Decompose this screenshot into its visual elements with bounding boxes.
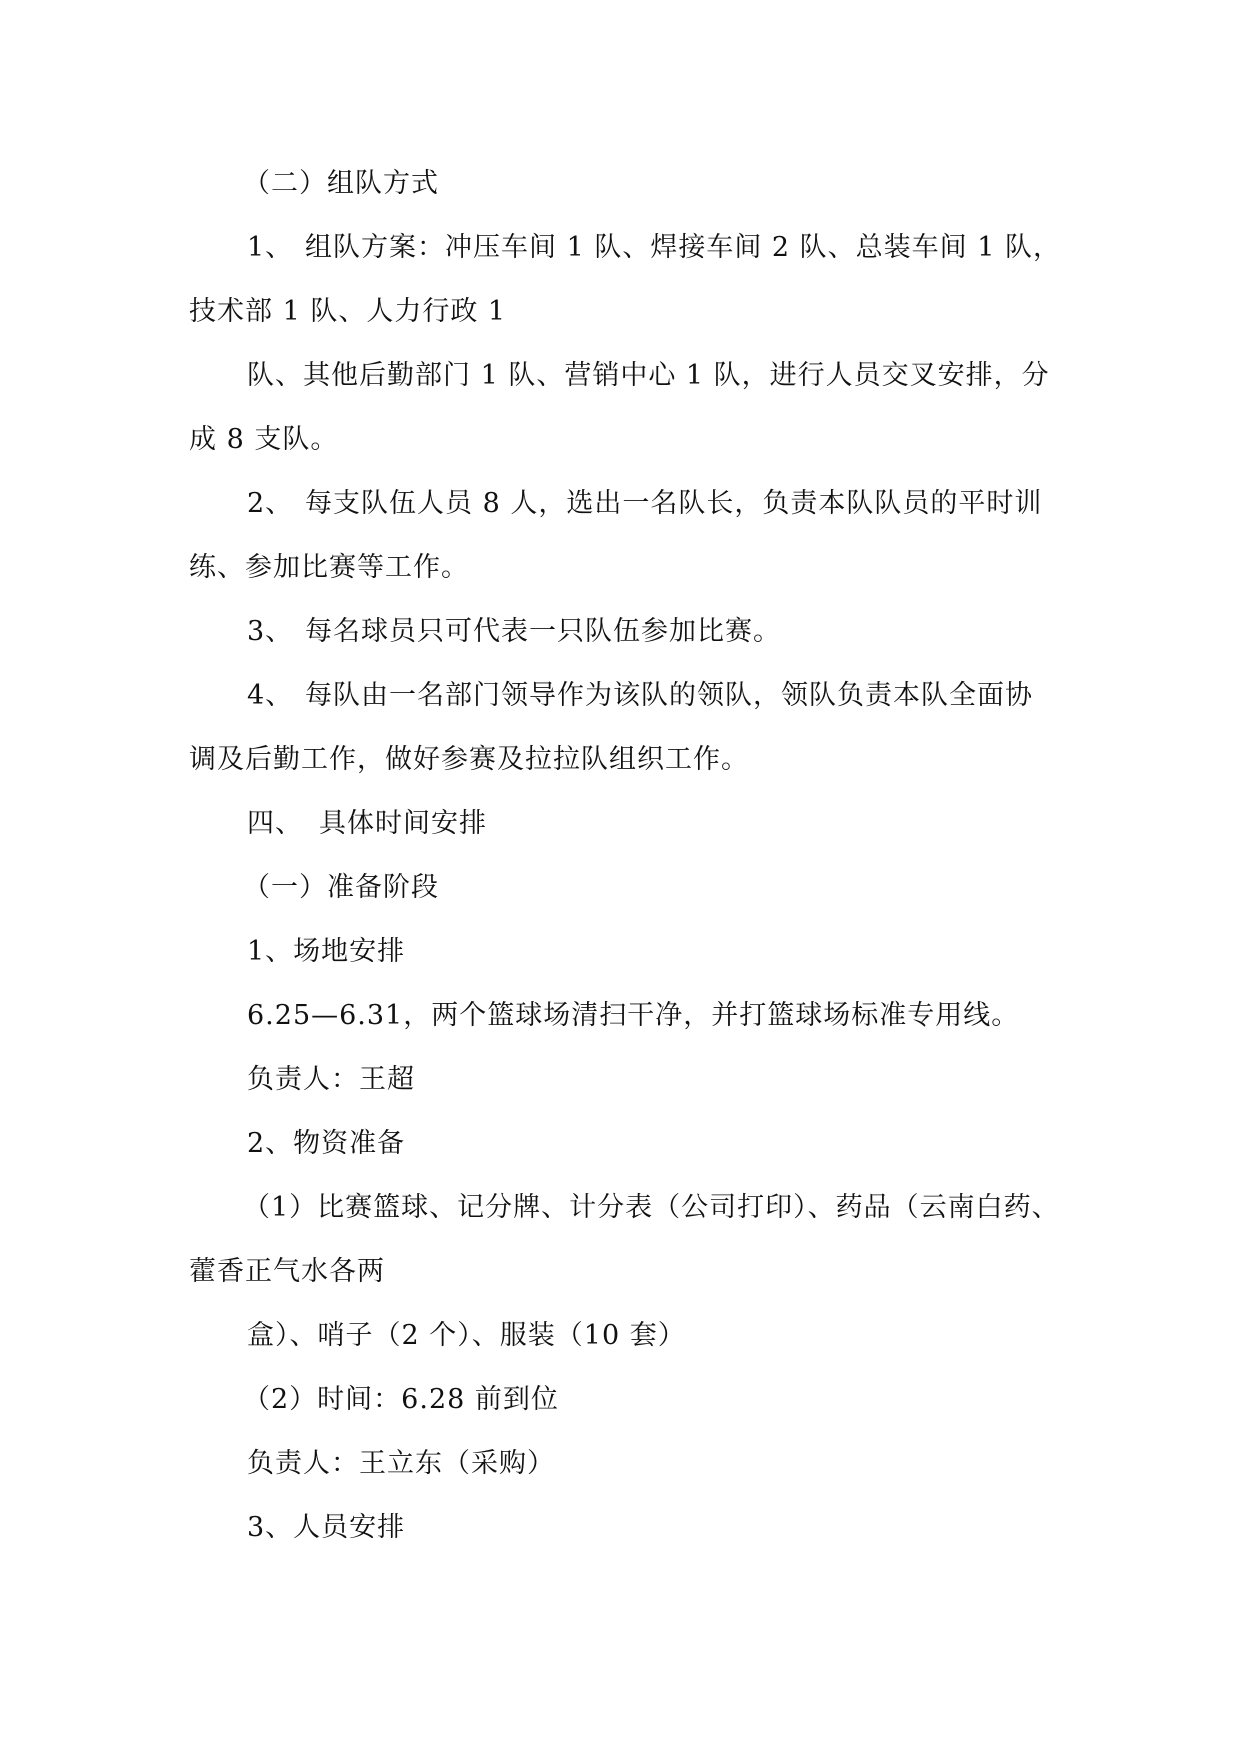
section-number-four: 四、 bbox=[247, 808, 303, 839]
paragraph-line: 调及后勤工作，做好参赛及拉拉队组织工作。 bbox=[189, 744, 749, 775]
paragraph-line: 成 8 支队。 bbox=[189, 424, 339, 455]
paragraph-line: 每名球员只可代表一只队伍参加比赛。 bbox=[305, 616, 781, 647]
paragraph-line: 负责人：王立东（采购） bbox=[247, 1448, 555, 1479]
paragraph-line: 组队方案：冲压车间 1 队、焊接车间 2 队、总装车间 1 队， bbox=[305, 232, 1062, 263]
section-heading-schedule: 具体时间安排 bbox=[319, 808, 487, 839]
paragraph-line: 藿香正气水各两 bbox=[189, 1256, 385, 1287]
paragraph-line: 盒）、哨子（2 个）、服装（10 套） bbox=[247, 1320, 686, 1351]
paragraph-line: 技术部 1 队、人力行政 1 bbox=[189, 296, 507, 327]
item-number-2: 2、 bbox=[247, 488, 294, 519]
subheading-venue: 1、场地安排 bbox=[247, 936, 406, 967]
paragraph-line: 6.25—6.31，两个篮球场清扫干净，并打篮球场标准专用线。 bbox=[247, 1000, 1020, 1031]
paragraph-line: （2）时间：6.28 前到位 bbox=[243, 1384, 559, 1415]
item-number-4: 4、 bbox=[247, 680, 294, 711]
subheading-staffing: 3、人员安排 bbox=[247, 1512, 406, 1543]
paragraph-line: 每支队伍人员 8 人，选出一名队长，负责本队队员的平时训 bbox=[305, 488, 1043, 519]
paragraph-line: 练、参加比赛等工作。 bbox=[189, 552, 469, 583]
paragraph-line: 负责人：王超 bbox=[247, 1064, 415, 1095]
paragraph-line: （1）比赛篮球、记分牌、计分表（公司打印）、药品（云南白药、 bbox=[243, 1192, 1060, 1223]
paragraph-line: 队、其他后勤部门 1 队、营销中心 1 队，进行人员交叉安排，分 bbox=[247, 360, 1050, 391]
item-number-3: 3、 bbox=[247, 616, 294, 647]
item-number-1: 1、 bbox=[247, 232, 294, 263]
section-heading-team-formation: （二）组队方式 bbox=[243, 168, 439, 199]
subheading-supplies: 2、物资准备 bbox=[247, 1128, 406, 1159]
paragraph-line: 每队由一名部门领导作为该队的领队，领队负责本队全面协 bbox=[305, 680, 1033, 711]
subsection-heading-preparation: （一）准备阶段 bbox=[243, 872, 439, 903]
